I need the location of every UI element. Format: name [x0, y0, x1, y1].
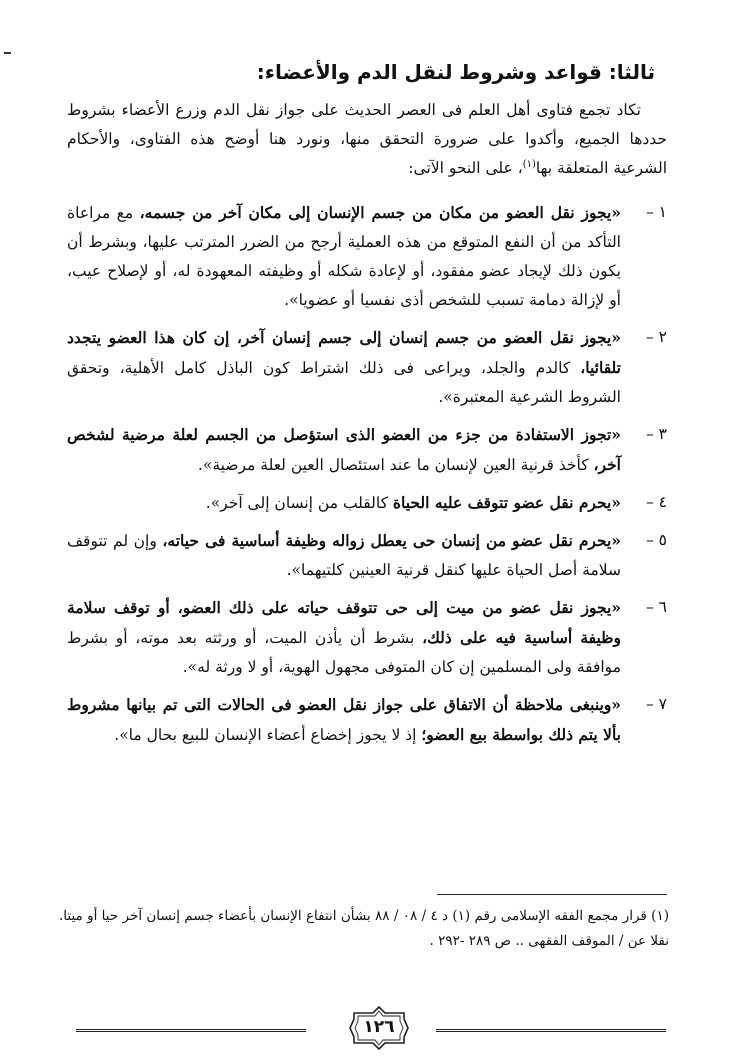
edge-mark: [4, 52, 11, 54]
rule-number: ٣ –: [645, 425, 667, 443]
rule-bold-text: «تجوز الاستفادة من جزء من العضو الذى استؤصل من الجسم لعلة مرضية لشخص آخر،: [67, 425, 621, 474]
intro-text: تكاد تجمع فتاوى أهل العلم فى العصر الحديث على جواز نقل الدم وزرع الأعضاء بشروط حددها الجميع، وأكدوا على ضرورة التحقق منها، ونورد هنا أوضح هذه الفتاوى، والأحكام الشرعية المتعلقة بها: [67, 101, 667, 177]
rule-item-3: [67, 420, 667, 480]
rule-item-4: [67, 488, 667, 518]
footer-rule-right: [436, 1029, 666, 1032]
rule-normal-text: كالقلب من إنسان إلى آخر».: [205, 494, 393, 512]
rule-item-6: [67, 593, 667, 682]
footnote-divider: [437, 894, 667, 895]
rule-item-1: [67, 198, 667, 315]
footnote: (١) قرار مجمع الفقه الإسلامى رقم (١) د ٤ / ٠٨ / ٨٨ بشأن انتفاع الإنسان بأعضاء جسم إنسان آخر حيا أو ميتا. نقلا عن / الموقف الفقهى .. ص ٢٨٩ -٢٩٢ .: [59, 908, 669, 949]
page-number: ١٢٦: [363, 1017, 395, 1037]
intro-tail: ، على النحو الآتى:: [408, 159, 523, 177]
rule-normal-text: كالدم والجلد، ويراعى فى ذلك اشتراط كون الباذل كامل الأهلية، وتحقق الشروط الشرعية المعتبرة».: [67, 359, 621, 406]
rule-item-2: [67, 323, 667, 412]
rule-normal-text: بشرط أن يأذن الميت، أو ورثته بعد موته، أو بشرط موافقة ولى المسلمين إن كان المتوفى مجهول الهوية، أو لا ورثة له».: [67, 629, 621, 676]
rule-number: ٧ –: [645, 695, 667, 713]
section-heading: ثالثا: قواعد وشروط لنقل الدم والأعضاء:: [256, 60, 655, 84]
rule-number: ٦ –: [645, 598, 667, 616]
rule-number: ٤ –: [645, 493, 667, 511]
rule-item-7: [67, 690, 667, 750]
rule-normal-text: كأخذ قرنية العين لإنسان ما عند استئصال العين لعلة مرضية».: [197, 456, 594, 474]
rule-bold-text: «يجوز نقل عضو من ميت إلى حى تتوقف حياته على ذلك العضو، أو توقف سلامة وظيفة أساسية فيه على ذلك،: [67, 598, 621, 647]
rule-bold-text: «يحرم نقل عضو تتوقف عليه الحياة: [392, 493, 621, 512]
rule-normal-text: وإن لم تتوقف سلامة أصل الحياة عليها كنقل قرنية العينين كلتيهما».: [67, 532, 621, 579]
intro-paragraph: [67, 96, 667, 183]
rule-bold-text: «يحرم نقل عضو من إنسان حى يعطل زواله وظيفة أساسية فى حياته،: [162, 531, 621, 550]
page-number-ornament: [348, 1005, 410, 1051]
rule-number: ٢ –: [645, 328, 667, 346]
page-footer: [76, 1003, 666, 1053]
footnote-ref[interactable]: (١): [522, 158, 536, 170]
rule-bold-text: «يجوز نقل العضو من جسم إنسان إلى جسم إنسان آخر، إن كان هذا العضو يتجدد تلقائيا،: [67, 328, 621, 377]
rule-number: ٥ –: [645, 531, 667, 549]
footer-rule-left: [76, 1029, 306, 1032]
rule-normal-text: مع مراعاة التأكد من أن النفع المتوقع من هذه العملية أرجح من الضرر المترتب عليها، وبشرط أن يكون ذلك لإيجاد عضو مفقود، أو لإعادة شكله أو وظيفته المعهودة له، أو لإصلاح عيب، أو لإزالة دمامة تسبب للشخص أذى نفسيا أو عضويا».: [67, 204, 621, 309]
rule-number: ١ –: [645, 203, 667, 221]
rule-bold-text: «وينبغى ملاحظة أن الاتفاق على جواز نقل العضو فى الحالات التى تم بيانها مشروط بألا يتم ذلك بواسطة بيع العضو؛: [67, 695, 621, 744]
rules-list: [67, 198, 667, 758]
rule-item-5: [67, 526, 667, 585]
rule-normal-text: إذ لا يجوز إخضاع أعضاء الإنسان للبيع بحال ما».: [114, 726, 422, 744]
rule-bold-text: «يجوز نقل العضو من مكان من جسم الإنسان إلى مكان آخر من جسمه،: [139, 203, 621, 222]
